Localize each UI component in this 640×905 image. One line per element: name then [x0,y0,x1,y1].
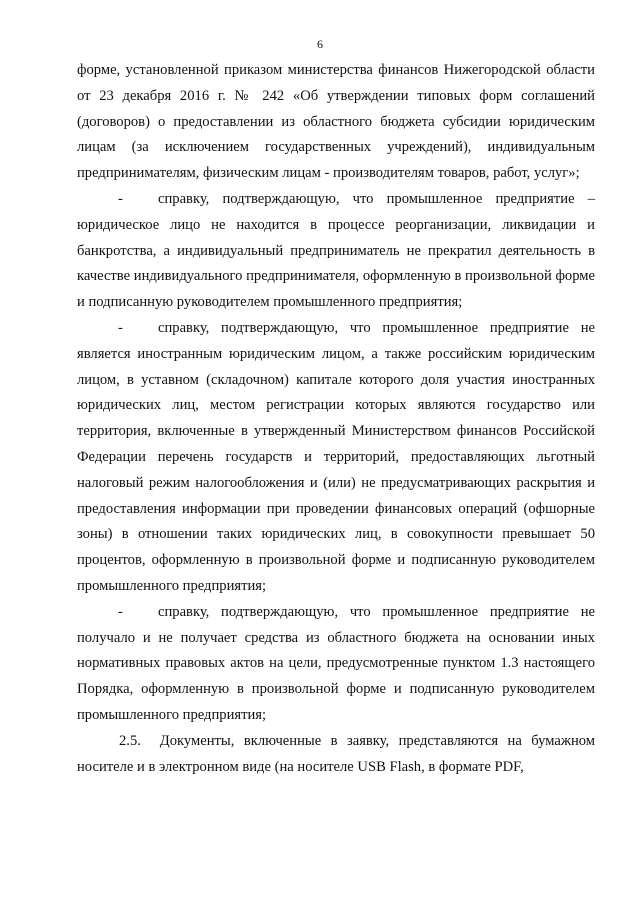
bullet-item-budget-funds [77,600,595,729]
paragraph-continuation [77,58,595,187]
bullet-marker: - [118,190,123,207]
paragraph-text: справку, подтверждающую, что промышленное предприятие – юридическое лицо не находится в процессе реорганизации, ликвидации и банкротства, а индивидуальный предприниматель не прекратил деятельность в качестве индивидуального предпринимателя, оформленную в произвольной форме и подписанную руководителем промышленного предприятия; [77,190,595,311]
document-body [77,58,595,780]
paragraph-text: справку, подтверждающую, что промышленное предприятие не получало и не получает средства из областного бюджета на основании иных нормативных правовых актов на цели, предусмотренные пунктом 1.3 настоящего Порядка, оформленную в произвольной форме и подписанную руководителем промышленного предприятия; [77,603,595,723]
bullet-item-company-status [77,187,595,316]
bullet-marker: - [118,603,123,620]
bullet-item-foreign-status [77,316,595,600]
numbered-clause-2-5 [77,729,595,781]
paragraph-text: форме, установленной приказом министерства финансов Нижегородской области от 23 декабря 2016 г. № 242 «Об утверждении типовых форм соглашений (договоров) о предоставлении из областного бюджета субсидии юридическим лицам (за исключением государственных учреждений), индивидуальным предпринимателям, физическим лицам - производителям товаров, работ, услуг»; [77,62,595,182]
page-number: 6 [317,37,323,51]
paragraph-text: Документы, включенные в заявку, представляются на бумажном носителе и в электронном виде (на носителе USB Flash, в формате PDF, [77,732,596,775]
bullet-marker: - [118,319,123,336]
clause-number: 2.5. [119,732,141,749]
paragraph-text: справку, подтверждающую, что промышленное предприятие не является иностранным юридическим лицом, а также российским юридическим лицом, в уставном (складочном) капитале которого доля участия иностранных юридических лиц, местом регистрации которых являются государство или территория, включенные в утвержденный Министерством финансов Российской Федерации перечень государств и территорий, предоставляющих льготный налоговый режим налогообложения и (или) не предусматривающих раскрытия и предоставления информации при проведении финансовых операций (офшорные зоны) в отношении таких юридических лиц, в совокупности превышает 50 процентов, оформленную в произвольной форме и подписанную руководителем промышленного предприятия; [77,319,595,594]
